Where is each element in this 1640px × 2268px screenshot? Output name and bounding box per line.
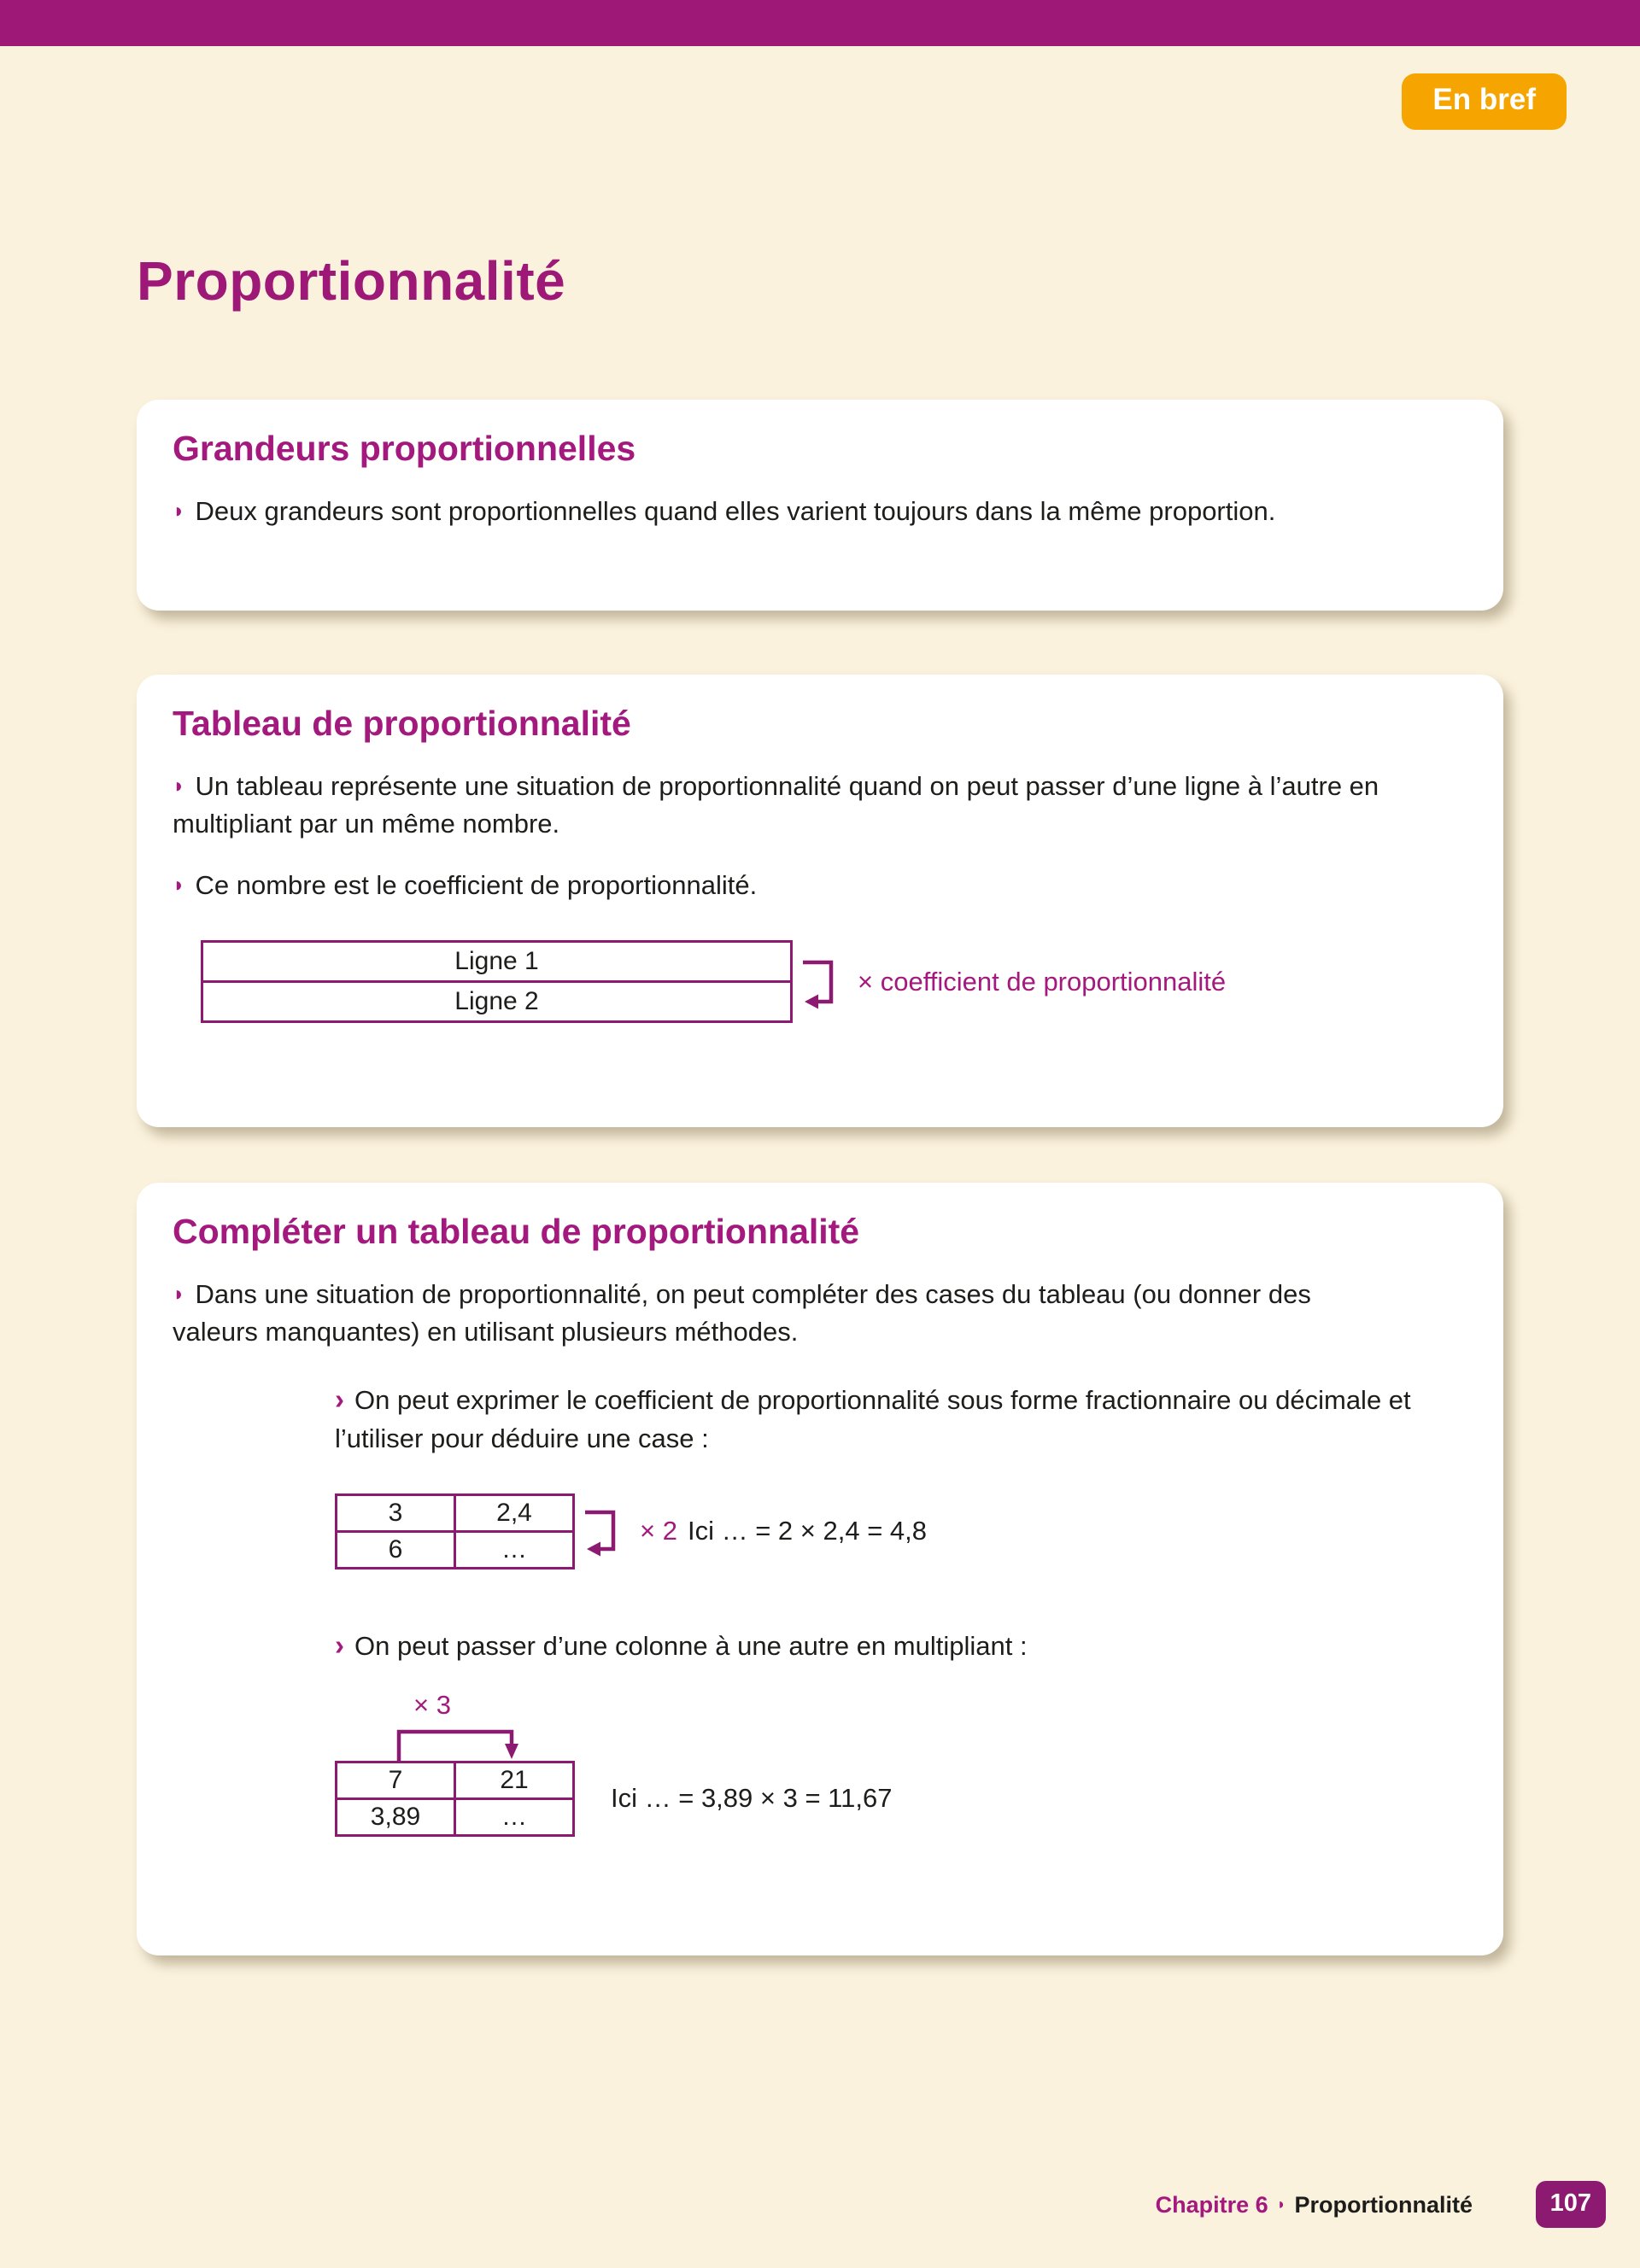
table-with-example — [335, 1761, 1462, 1837]
sub-bullet-text: On peut passer d’une colonne à une autre en multipliant : — [354, 1630, 1028, 1661]
bullet-item — [173, 867, 1462, 904]
sub-bullet-icon: › — [335, 1383, 344, 1416]
example-text: Ici … = 2 × 2,4 = 4,8 — [687, 1516, 927, 1546]
example-text: Ici … = 3,89 × 3 = 11,67 — [611, 1783, 893, 1814]
en-bref-badge: En bref — [1402, 73, 1567, 130]
table-row — [202, 982, 792, 1022]
table-row — [202, 942, 792, 982]
bullet-item — [173, 493, 1394, 530]
table-cell: Ligne 1 — [202, 942, 792, 982]
bullet-text: Ce nombre est le coefficient de proportionnalité. — [195, 870, 758, 901]
lignes-table — [201, 940, 793, 1023]
bullet-text: Un tableau représente une situation de proportionnalité quand on peut passer d’une ligne à l’autre en multipliant par un même nombre. — [173, 771, 1379, 839]
chapter-label: Chapitre 6 — [1155, 2192, 1268, 2218]
heading-completer: Compléter un tableau de proportionnalité — [173, 1212, 860, 1251]
table-cell: 21 — [455, 1762, 574, 1798]
bullet-icon: ◗ — [173, 1283, 185, 1306]
table-with-annotation — [201, 940, 1462, 1023]
bullet-text: Deux grandeurs sont proportionnelles quand elles varient toujours dans la même proportion. — [195, 496, 1276, 526]
bullet-item — [173, 1276, 1338, 1351]
coefficient-annotation: × coefficient de proportionnalité — [858, 966, 1227, 997]
sub-bullet-item — [335, 1380, 1454, 1458]
column-multiply-factor: × 3 — [413, 1689, 451, 1720]
heading-grandeurs: Grandeurs proportionnelles — [173, 429, 636, 468]
table-cell: 6 — [337, 1531, 455, 1568]
bullet-icon: ◗ — [173, 775, 185, 798]
table-row — [337, 1494, 574, 1531]
sub-bullet-item — [335, 1626, 1462, 1666]
row-multiply-bracket-icon — [583, 1493, 628, 1569]
bullet-icon: ◗ — [173, 500, 185, 523]
coefficient-example-table — [335, 1493, 575, 1569]
heading-tableau: Tableau de proportionnalité — [173, 704, 631, 743]
card-completer-tableau — [137, 1183, 1503, 1955]
table-cell: 7 — [337, 1762, 455, 1798]
table-cell: 2,4 — [455, 1494, 574, 1531]
multiply-factor: × 2 — [640, 1516, 677, 1546]
table-cell: … — [455, 1531, 574, 1568]
page-title: Proportionnalité — [137, 250, 566, 312]
top-color-bar — [0, 0, 1640, 46]
coefficient-bracket-icon — [801, 941, 846, 1023]
bullet-text: Dans une situation de proportionnalité, on peut compléter des cases du tableau (ou donner des valeurs manquantes) en utilisant plusieurs méthodes. — [173, 1279, 1311, 1347]
table-cell: Ligne 2 — [202, 982, 792, 1022]
table-row — [337, 1762, 574, 1798]
table-cell: … — [455, 1798, 574, 1835]
bullet-item — [173, 768, 1428, 843]
page-number-badge: 107 — [1536, 2181, 1606, 2228]
table-row — [337, 1531, 574, 1568]
table-row — [337, 1798, 574, 1835]
footer — [1156, 2192, 1473, 2218]
card-grandeurs-proportionnelles — [137, 400, 1503, 611]
column-example-table — [335, 1761, 575, 1837]
bullet-icon: ◗ — [173, 874, 185, 897]
sub-bullet-text: On peut exprimer le coefficient de proportionnalité sous forme fractionnaire ou décimale et l’utiliser pour déduire une case : — [335, 1385, 1411, 1453]
column-multiply-arrow-icon — [391, 1724, 521, 1763]
chapter-marker-icon: ◗ — [1276, 2195, 1286, 2212]
card-tableau-proportionnalite — [137, 675, 1503, 1127]
chapter-title: Proportionnalité — [1294, 2192, 1473, 2218]
column-multiply-block — [335, 1690, 1462, 1837]
table-cell: 3,89 — [337, 1798, 455, 1835]
table-cell: 3 — [337, 1494, 455, 1531]
table-with-example — [335, 1493, 1462, 1569]
sub-bullet-icon: › — [335, 1628, 344, 1661]
